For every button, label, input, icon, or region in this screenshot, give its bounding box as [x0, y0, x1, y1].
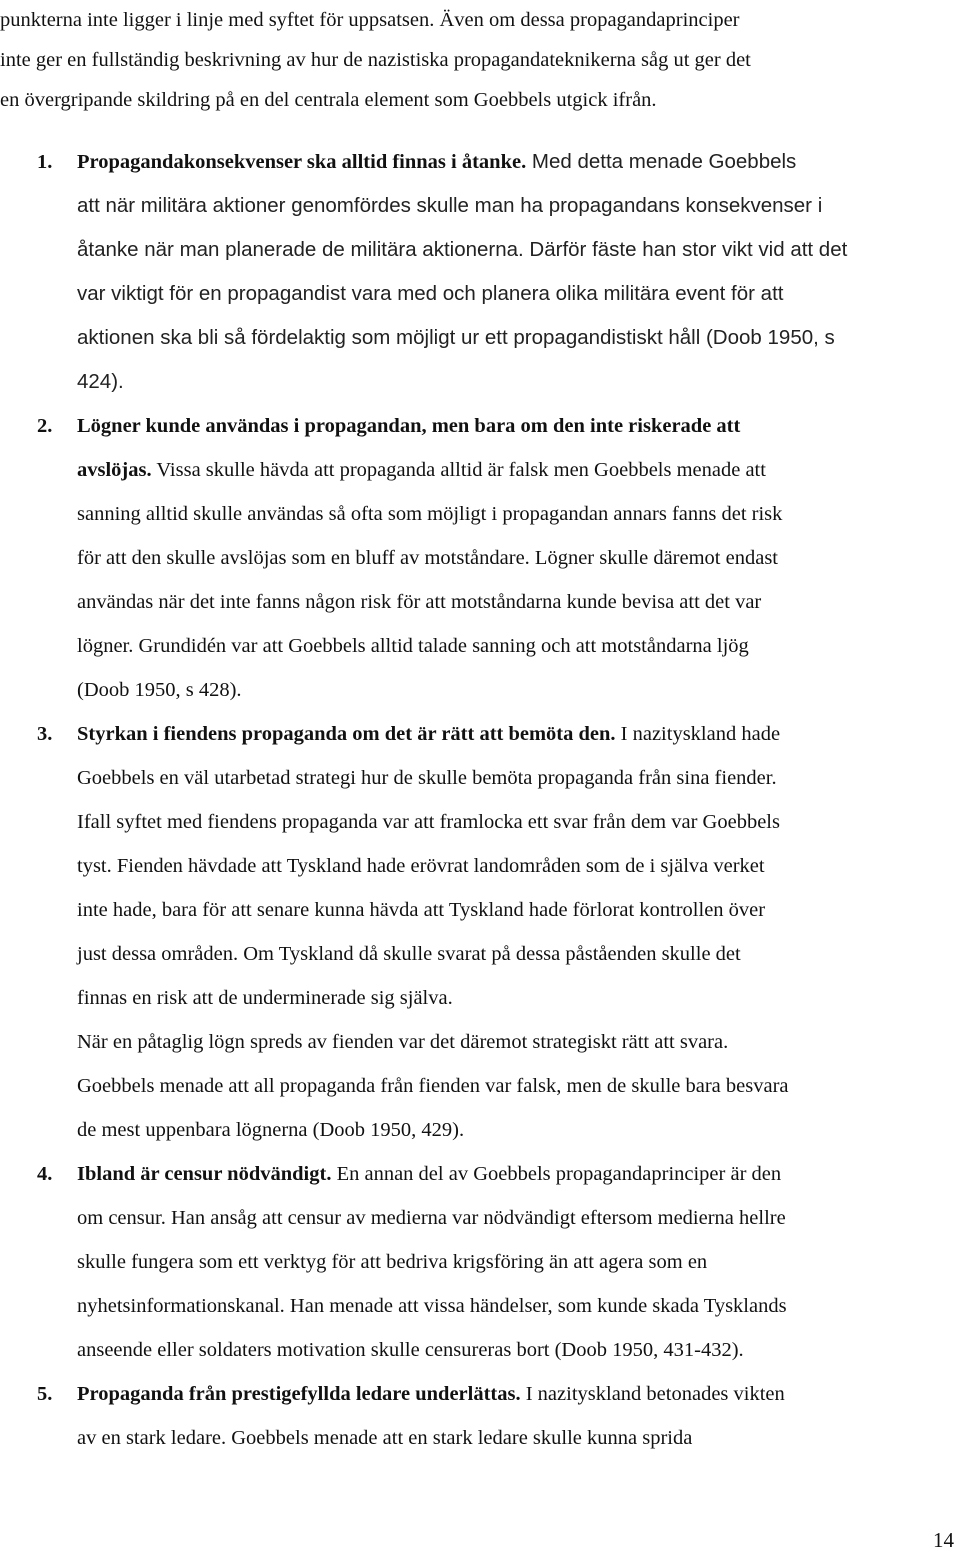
item-number: 4. [37, 1163, 53, 1185]
item-number: 5. [37, 1383, 53, 1405]
item-text: om censur. Han ansåg att censur av medierna var nödvändigt eftersom medierna hellre [77, 1207, 786, 1229]
item-text: nyhetsinformationskanal. Han menade att vissa händelser, som kunde skada Tysklands [77, 1295, 787, 1317]
item-text: tyst. Fienden hävdade att Tyskland hade erövrat landområden som de i själva verket [77, 855, 765, 877]
item-text: Med detta menade Goebbels [526, 150, 797, 173]
item-text: anseende eller soldaters motivation skulle censureras bort (Doob 1950, 431-432). [77, 1339, 744, 1361]
item-body [77, 712, 960, 1152]
list-item [0, 712, 960, 1152]
item-body [77, 1152, 960, 1372]
list-item [0, 140, 960, 404]
item-text: åtanke när man planerade de militära aktionerna. Därför fäste han stor vikt vid att det [77, 238, 848, 261]
item-text: Vissa skulle hävda att propaganda alltid är falsk men Goebbels menade att [151, 459, 766, 481]
item-body [77, 1372, 960, 1460]
item-text: När en påtaglig lögn spreds av fienden var det däremot strategiskt rätt att svara. [77, 1031, 729, 1053]
item-number: 3. [37, 723, 53, 745]
item-text: just dessa områden. Om Tyskland då skulle svarat på dessa påståenden skulle det [77, 943, 741, 965]
intro-line: en övergripande skildring på en del centrala element som Goebbels utgick ifrån. [0, 89, 657, 111]
item-text: sanning alltid skulle användas så ofta som möjligt i propagandan annars fanns det risk [77, 503, 783, 525]
item-text: I nazityskland hade [615, 723, 781, 745]
item-text: att när militära aktioner genomfördes skulle man ha propagandans konsekvenser i [77, 194, 823, 217]
list-item [0, 1152, 960, 1372]
intro-line: punkterna inte ligger i linje med syftet för uppsatsen. Även om dessa propagandaprinciper [0, 9, 740, 31]
item-number: 2. [37, 415, 53, 437]
item-number: 1. [37, 151, 53, 173]
item-text: lögner. Grundidén var att Goebbels alltid talade sanning och att motståndarna ljög [77, 635, 749, 657]
item-text: var viktigt för en propagandist vara med och planera olika militära event för att [77, 282, 784, 305]
item-text: Goebbels en väl utarbetad strategi hur de skulle bemöta propaganda från sina fiender. [77, 767, 777, 789]
item-body [77, 404, 960, 712]
item-body [77, 140, 960, 404]
principles-list [0, 140, 960, 1460]
item-text: finnas en risk att de underminerade sig själva. [77, 987, 453, 1009]
page-number: 14 [933, 1528, 954, 1552]
item-text: En annan del av Goebbels propagandaprinciper är den [331, 1163, 782, 1185]
item-text: de mest uppenbara lögnerna (Doob 1950, 429). [77, 1119, 465, 1141]
item-heading: Styrkan i fiendens propaganda om det är rätt att bemöta den. [77, 723, 616, 745]
item-text: I nazityskland betonades vikten [520, 1383, 785, 1405]
item-heading: Ibland är censur nödvändigt. [77, 1163, 332, 1185]
item-heading-continued: avslöjas. [77, 459, 152, 481]
item-text: inte hade, bara för att senare kunna hävda att Tyskland hade förlorat kontrollen över [77, 899, 766, 921]
item-text: skulle fungera som ett verktyg för att bedriva krigsföring än att agera som en [77, 1251, 708, 1273]
item-text: för att den skulle avslöjas som en bluff av motståndare. Lögner skulle däremot endast [77, 547, 778, 569]
item-text: (Doob 1950, s 428). [77, 679, 242, 701]
item-text: Ifall syftet med fiendens propaganda var att framlocka ett svar från dem var Goebbels [77, 811, 780, 833]
list-item [0, 1372, 960, 1460]
item-text: aktionen ska bli så fördelaktig som möjligt ur ett propagandistiskt håll (Doob 1950, s [77, 326, 835, 349]
intro-paragraph [0, 0, 958, 120]
item-text: av en stark ledare. Goebbels menade att en stark ledare skulle kunna sprida [77, 1427, 693, 1449]
item-heading: Lögner kunde användas i propagandan, men bara om den inte riskerade att [77, 415, 741, 437]
item-text: 424). [77, 370, 124, 393]
item-text: Goebbels menade att all propaganda från fienden var falsk, men de skulle bara besvara [77, 1075, 789, 1097]
list-item [0, 404, 960, 712]
item-text: användas när det inte fanns någon risk för att motståndarna kunde bevisa att det var [77, 591, 762, 613]
intro-line: inte ger en fullständig beskrivning av hur de nazistiska propagandateknikerna såg ut ger det [0, 49, 751, 71]
item-heading: Propagandakonsekvenser ska alltid finnas i åtanke. [77, 151, 527, 173]
item-heading: Propaganda från prestigefyllda ledare underlättas. [77, 1383, 521, 1405]
